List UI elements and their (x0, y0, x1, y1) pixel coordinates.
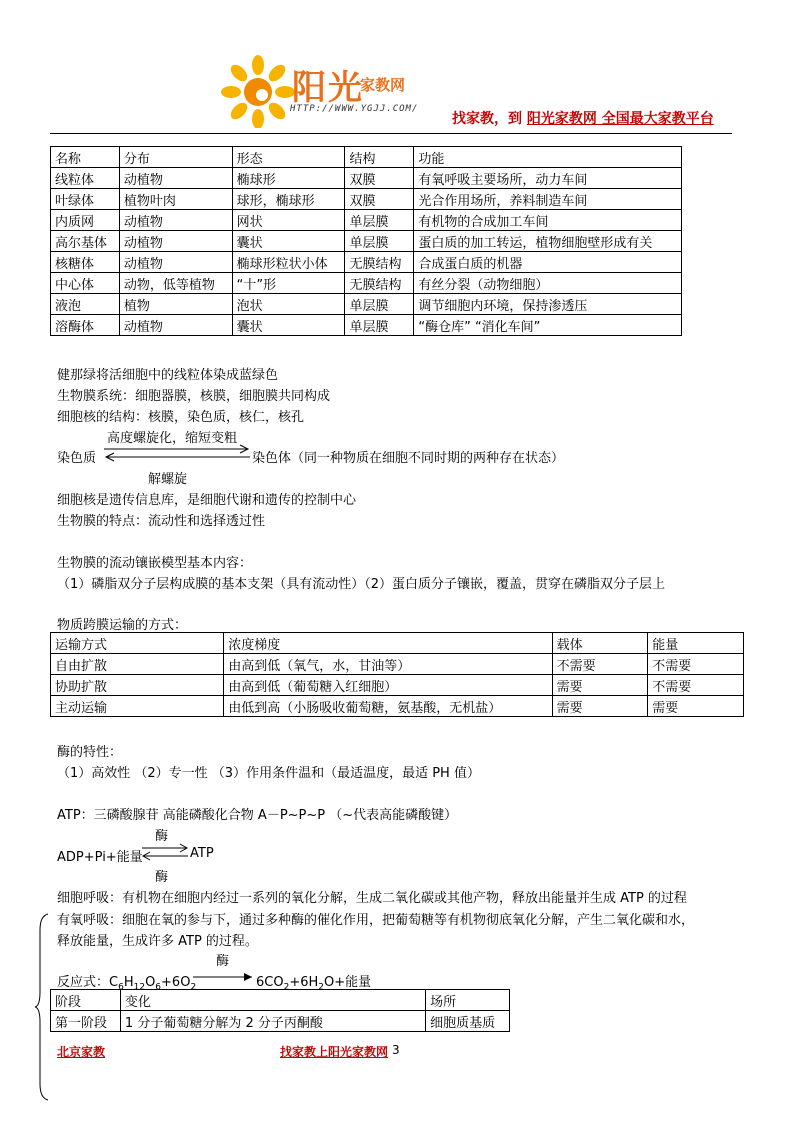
table-cell: 有机物的合成加工车间 (414, 210, 682, 231)
table-cell: 合成蛋白质的机器 (414, 252, 682, 273)
table-cell: 球形，椭球形 (232, 189, 345, 210)
table-header-cell: 分布 (119, 147, 232, 168)
table-row (51, 1011, 510, 1032)
table-cell: 光合作用场所，养料制造车间 (414, 189, 682, 210)
table-cell: 中心体 (51, 273, 120, 294)
reaction-left: $C_6H_{12}O_6+6O_2$ (109, 975, 197, 993)
table-row (51, 189, 682, 210)
logo-text: 阳光 (292, 68, 364, 108)
text-line: （1）高效性 （2）专一性 （3）作用条件温和（最适温度，最适 PH 值） (57, 766, 480, 781)
table-row (51, 231, 682, 252)
table-cell: 自由扩散 (51, 654, 224, 675)
table-cell: 无膜结构 (345, 252, 414, 273)
header-divider (50, 133, 732, 134)
table-header-row (51, 633, 744, 654)
table-cell: 植物叶肉 (119, 189, 232, 210)
footer-link-sunshine[interactable]: 找家教上阳光家教网 (280, 1045, 389, 1059)
table-header-row (51, 147, 682, 168)
table-cell: 囊状 (232, 231, 345, 252)
table-cell: 核糖体 (51, 252, 120, 273)
text-line: 释放能量，生成许多 ATP 的过程。 (57, 934, 258, 949)
text-line: 健那绿将活细胞中的线粒体染成蓝绿色 (57, 368, 279, 383)
table-cell: 双膜 (345, 189, 414, 210)
text-line: （1）磷脂双分子层构成膜的基本支架（具有流动性）（2）蛋白质分子镶嵌，覆盖，贯穿在磷脂双分子层上 (57, 577, 666, 592)
table-cell: 不需要 (552, 654, 648, 675)
table-cell: 第一阶段 (51, 1011, 121, 1032)
table-row (51, 210, 682, 231)
table-cell: 溶酶体 (51, 315, 120, 336)
table-header-cell: 浓度梯度 (224, 633, 552, 654)
text-line: ATP：三磷酸腺苷 高能磷酸化合物 A－P~P~P （~代表高能磷酸键） (57, 808, 458, 823)
table-cell: 由高到低（葡萄糖入红细胞） (224, 675, 552, 696)
atp-enzyme-bottom: 酶 (155, 870, 169, 885)
table-cell: 叶绿体 (51, 189, 120, 210)
table-cell: 动植物 (119, 315, 232, 336)
table-header-cell: 载体 (552, 633, 648, 654)
table-cell: 调节细胞内环境，保持渗透压 (414, 294, 682, 315)
table-cell: 椭球形 (232, 168, 345, 189)
table-cell: 不需要 (648, 654, 744, 675)
text-line: 细胞呼吸：有机物在细胞内经过一系列的氧化分解，生成二氧化碳或其他产物，释放出能量并生成 ATP 的过程 (57, 891, 687, 906)
table-row (51, 273, 682, 294)
table-header-cell: 阶段 (51, 990, 121, 1011)
table-row (51, 675, 744, 696)
table-cell: 囊状 (232, 315, 345, 336)
footer-link-beijing[interactable]: 北京家教 (57, 1045, 106, 1059)
table-cell: 单层膜 (345, 315, 414, 336)
atp-right-label: ATP (190, 846, 214, 861)
atp-left-label: ADP+Pi+能量 (57, 850, 143, 865)
atp-enzyme-top: 酶 (155, 829, 169, 844)
table-header-cell: 变化 (120, 990, 425, 1011)
table-row (51, 696, 744, 717)
logo-url: HTTP://WWW.YGJJ.COM/ (290, 104, 419, 114)
slogan-link[interactable]: 阳光家教网 全国最大家教平台 (526, 111, 714, 127)
text-line: 物质跨膜运输的方式： (57, 618, 188, 633)
arrow-top-label: 高度螺旋化，缩短变粗 (107, 431, 238, 446)
table-header-cell: 名称 (51, 147, 120, 168)
table-cell: 单层膜 (345, 210, 414, 231)
table-row (51, 315, 682, 336)
table-cell: “酶仓库” “消化车间” (414, 315, 682, 336)
table-cell: 内质网 (51, 210, 120, 231)
text-line: 酶的特性： (57, 745, 123, 760)
table-cell: 动植物 (119, 168, 232, 189)
table-cell: 线粒体 (51, 168, 120, 189)
arrow-right-label: 染色体（同一种物质在细胞不同时期的两种存在状态） (252, 451, 565, 466)
table-cell: 蛋白质的加工转运，植物细胞壁形成有关 (414, 231, 682, 252)
table-cell: 有丝分裂（动物细胞） (414, 273, 682, 294)
text-line: 细胞核的结构：核膜，染色质，核仁，核孔 (57, 410, 305, 425)
text-line: 生物膜系统：细胞器膜，核膜，细胞膜共同构成 (57, 389, 331, 404)
table-header-cell: 功能 (414, 147, 682, 168)
table-cell: 动植物 (119, 231, 232, 252)
table-cell: 网状 (232, 210, 345, 231)
table-cell: 由低到高（小肠吸收葡萄糖，氨基酸，无机盐） (224, 696, 552, 717)
table-cell: 1 分子葡萄糖分解为 2 分子丙酮酸 (120, 1011, 425, 1032)
table-cell: 需要 (648, 696, 744, 717)
table-cell: 无膜结构 (345, 273, 414, 294)
table-cell: 主动运输 (51, 696, 224, 717)
table-header-row (51, 990, 510, 1011)
header-slogan (452, 108, 714, 128)
table-row (51, 168, 682, 189)
table-cell: 泡状 (232, 294, 345, 315)
text-line: 生物膜的流动镶嵌模型基本内容： (57, 556, 253, 571)
table-row (51, 294, 682, 315)
table-header-cell: 场所 (426, 990, 510, 1011)
double-arrow-icon (102, 444, 252, 462)
table-cell: 有氧呼吸主要场所，动力车间 (414, 168, 682, 189)
table-cell: 由高到低（氧气，水，甘油等） (224, 654, 552, 675)
table-cell: 不需要 (648, 675, 744, 696)
reaction-arrow-icon (192, 971, 254, 983)
reaction-prefix: 反应式： (57, 975, 110, 990)
table-cell: 需要 (552, 675, 648, 696)
atp-double-arrow-icon (140, 843, 190, 861)
table-cell: 植物 (119, 294, 232, 315)
text-line: 生物膜的特点：流动性和选择透过性 (57, 514, 266, 529)
respiration-stage-table (50, 989, 510, 1032)
table-header-cell: 结构 (345, 147, 414, 168)
table-header-cell: 形态 (232, 147, 345, 168)
table-cell: 细胞质基质 (426, 1011, 510, 1032)
text-line: 有氧呼吸：细胞在氧的参与下，通过多种酶的催化作用，把葡萄糖等有机物彻底氧化分解，产生二氧化碳和水， (57, 913, 695, 928)
table-row (51, 252, 682, 273)
slogan-part1: 找家教，到 (452, 111, 522, 127)
left-brace-icon (34, 912, 50, 1102)
logo-subtext: 家教网 (360, 76, 406, 94)
table-cell: 协助扩散 (51, 675, 224, 696)
table-cell: 高尔基体 (51, 231, 120, 252)
table-cell: 椭球形粒状小体 (232, 252, 345, 273)
reaction-right: $6CO_2+6H_2O+$能量 (256, 975, 372, 993)
table-cell: 单层膜 (345, 231, 414, 252)
reaction-enzyme-label: 酶 (216, 954, 230, 969)
table-cell: 动物，低等植物 (119, 273, 232, 294)
table-cell: 双膜 (345, 168, 414, 189)
table-cell: 动植物 (119, 252, 232, 273)
table-cell: 单层膜 (345, 294, 414, 315)
transport-table (50, 632, 744, 717)
table-cell: “十”形 (232, 273, 345, 294)
organelle-table (50, 146, 682, 336)
table-cell: 液泡 (51, 294, 120, 315)
page-number: 3 (392, 1043, 400, 1057)
arrow-bottom-label: 解螺旋 (148, 472, 188, 487)
table-cell: 动植物 (119, 210, 232, 231)
table-row (51, 654, 744, 675)
table-cell: 需要 (552, 696, 648, 717)
table-header-cell: 运输方式 (51, 633, 224, 654)
text-line: 细胞核是遗传信息库，是细胞代谢和遗传的控制中心 (57, 493, 357, 508)
table-header-cell: 能量 (648, 633, 744, 654)
arrow-left-label: 染色质 (57, 451, 97, 466)
